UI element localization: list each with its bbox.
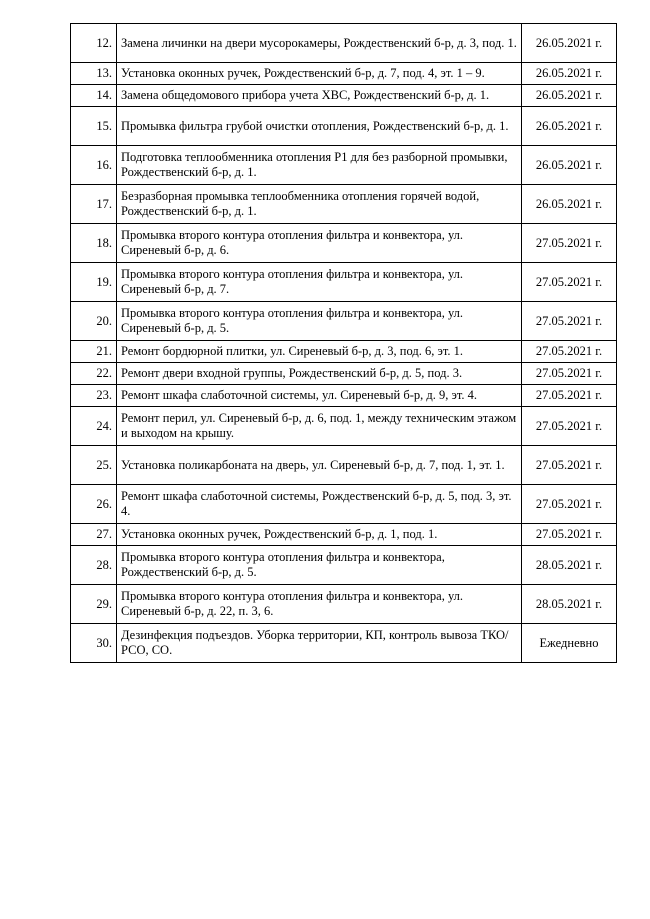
row-date: 27.05.2021 г.	[522, 263, 617, 302]
row-number: 22.	[71, 363, 117, 385]
row-number: 28.	[71, 546, 117, 585]
row-number: 13.	[71, 63, 117, 85]
row-date: 26.05.2021 г.	[522, 185, 617, 224]
row-number: 21.	[71, 341, 117, 363]
row-date: 26.05.2021 г.	[522, 63, 617, 85]
table-row	[71, 341, 617, 363]
row-date: 28.05.2021 г.	[522, 585, 617, 624]
row-date: 27.05.2021 г.	[522, 446, 617, 485]
table-row	[71, 385, 617, 407]
row-description: Подготовка теплообменника отопления Р1 для без разборной промывки, Рождественский б-р, д. 1.	[117, 146, 522, 185]
row-number: 30.	[71, 624, 117, 663]
row-number: 14.	[71, 85, 117, 107]
row-number: 16.	[71, 146, 117, 185]
row-description: Промывка второго контура отопления фильтра и конвектора, ул. Сиреневый б-р, д. 7.	[117, 263, 522, 302]
row-number: 17.	[71, 185, 117, 224]
row-date: 27.05.2021 г.	[522, 224, 617, 263]
row-date: 27.05.2021 г.	[522, 363, 617, 385]
row-description: Замена личинки на двери мусорокамеры, Рождественский б-р, д. 3, под. 1.	[117, 24, 522, 63]
row-description: Безразборная промывка теплообменника отопления горячей водой, Рождественский б-р, д. 1.	[117, 185, 522, 224]
row-number: 23.	[71, 385, 117, 407]
table-row	[71, 446, 617, 485]
row-number: 26.	[71, 485, 117, 524]
row-description: Ремонт двери входной группы, Рождественский б-р, д. 5, под. 3.	[117, 363, 522, 385]
row-date: 27.05.2021 г.	[522, 302, 617, 341]
table-row	[71, 263, 617, 302]
row-date: 26.05.2021 г.	[522, 24, 617, 63]
row-date: 27.05.2021 г.	[522, 407, 617, 446]
row-number: 27.	[71, 524, 117, 546]
row-date: 27.05.2021 г.	[522, 385, 617, 407]
table-row	[71, 546, 617, 585]
row-date: 26.05.2021 г.	[522, 85, 617, 107]
row-date: 26.05.2021 г.	[522, 146, 617, 185]
row-number: 25.	[71, 446, 117, 485]
table-row	[71, 485, 617, 524]
table-row	[71, 302, 617, 341]
row-description: Промывка второго контура отопления фильтра и конвектора, ул. Сиреневый б-р, д. 5.	[117, 302, 522, 341]
row-description: Ремонт бордюрной плитки, ул. Сиреневый б-р, д. 3, под. 6, эт. 1.	[117, 341, 522, 363]
row-number: 18.	[71, 224, 117, 263]
table-row	[71, 63, 617, 85]
table-row	[71, 85, 617, 107]
row-description: Промывка второго контура отопления фильтра и конвектора, ул. Сиреневый б-р, д. 22, п. 3, 6.	[117, 585, 522, 624]
row-description: Установка оконных ручек, Рождественский б-р, д. 1, под. 1.	[117, 524, 522, 546]
row-description: Замена общедомового прибора учета ХВС, Рождественский б-р, д. 1.	[117, 85, 522, 107]
table-row	[71, 146, 617, 185]
row-description: Дезинфекция подъездов. Уборка территории, КП, контроль вывоза ТКО/РСО, СО.	[117, 624, 522, 663]
table-row	[71, 524, 617, 546]
row-description: Промывка фильтра грубой очистки отопления, Рождественский б-р, д. 1.	[117, 107, 522, 146]
row-description: Промывка второго контура отопления фильтра и конвектора, ул. Сиреневый б-р, д. 6.	[117, 224, 522, 263]
table-row	[71, 624, 617, 663]
table-row	[71, 185, 617, 224]
works-table	[70, 23, 617, 663]
works-table-body	[71, 24, 617, 663]
row-description: Промывка второго контура отопления фильтра и конвектора, Рождественский б-р, д. 5.	[117, 546, 522, 585]
table-row	[71, 585, 617, 624]
row-number: 12.	[71, 24, 117, 63]
row-description: Установка поликарбоната на дверь, ул. Сиреневый б-р, д. 7, под. 1, эт. 1.	[117, 446, 522, 485]
row-date: 26.05.2021 г.	[522, 107, 617, 146]
row-number: 29.	[71, 585, 117, 624]
table-row	[71, 24, 617, 63]
row-date: 28.05.2021 г.	[522, 546, 617, 585]
row-number: 24.	[71, 407, 117, 446]
row-description: Ремонт шкафа слаботочной системы, ул. Сиреневый б-р, д. 9, эт. 4.	[117, 385, 522, 407]
row-number: 15.	[71, 107, 117, 146]
row-description: Ремонт шкафа слаботочной системы, Рождественский б-р, д. 5, под. 3, эт. 4.	[117, 485, 522, 524]
row-number: 19.	[71, 263, 117, 302]
table-row	[71, 407, 617, 446]
table-row	[71, 363, 617, 385]
row-number: 20.	[71, 302, 117, 341]
row-date: 27.05.2021 г.	[522, 524, 617, 546]
row-description: Установка оконных ручек, Рождественский б-р, д. 7, под. 4, эт. 1 – 9.	[117, 63, 522, 85]
row-date: 27.05.2021 г.	[522, 485, 617, 524]
row-description: Ремонт перил, ул. Сиреневый б-р, д. 6, под. 1, между техническим этажом и выходом на крышу.	[117, 407, 522, 446]
table-row	[71, 224, 617, 263]
row-date: 27.05.2021 г.	[522, 341, 617, 363]
row-date: Ежедневно	[522, 624, 617, 663]
table-row	[71, 107, 617, 146]
